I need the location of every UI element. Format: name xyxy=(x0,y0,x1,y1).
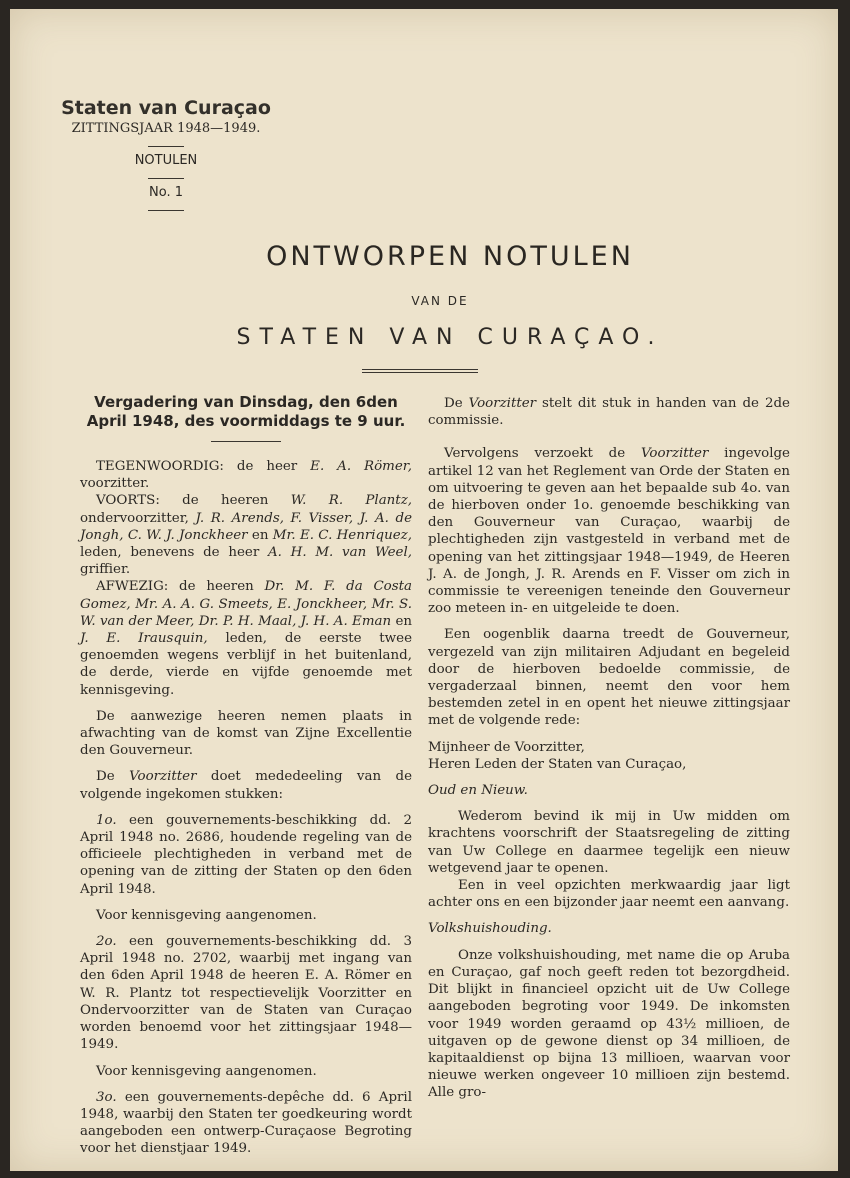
double-rule xyxy=(362,369,478,373)
paragraph: Een in veel opzichten merkwaardig jaar ligt achter ons en een bijzonder jaar neemt een aanvang. xyxy=(428,878,790,911)
text: De xyxy=(96,769,130,785)
divider xyxy=(148,210,184,211)
section-heading xyxy=(428,782,790,799)
paragraph: Voor kennisgeving aangenomen. xyxy=(96,1063,317,1079)
org-name: Staten van Curaçao xyxy=(61,97,271,119)
italic-text: Voorzitter xyxy=(129,769,197,785)
text: stelt dit stuk in handen van de 2de commissie. xyxy=(428,396,790,429)
italic-text: E. A. Römer, xyxy=(310,459,412,474)
item-text: een gouvernements-beschikking dd. 2 April 1948 no. 2686, houdende regeling van de officieele plechtigheden in verband met de opening van de zitting der Staten op den 6den April 1948. xyxy=(80,812,412,897)
text: leden, benevens de heer xyxy=(80,545,268,561)
text: doet mededeeling van de volgende ingekomen stukken: xyxy=(80,769,413,802)
paragraph xyxy=(80,768,412,802)
text: ondervoorzitter, xyxy=(80,510,196,526)
text: ingevolge artikel 12 van het Reglement van Orde der Staten en om uitvoering te geven aan het bepaalde sub 4o. van de hierboven onder 1o. genoemde beschikking van den Gouverneur van Curaçao, waarbij de plechtigheden zijn vastgesteld in verband met de opening van het zittingsjaar 1948—1949, de Heeren J. A. de Jongh, J. R. Arends en F. Visser om zich in commissie te vereenigen teneinde den Gouverneur zoo meteen in- en uitgeleide te doen. xyxy=(428,446,790,617)
list-item xyxy=(80,933,412,1053)
italic-text: Mr. E. C. Henriquez, xyxy=(272,527,412,543)
paragraph: De aanwezige heeren nemen plaats in afwachting van de komst van Zijne Excellentie den Gouverneur. xyxy=(80,708,412,759)
italic-text: J. E. Irausquin, xyxy=(80,631,208,647)
text: De xyxy=(444,396,469,411)
italic-text: Dr. M. F. da Costa Gomez, Mr. A. A. G. Smeets, E. Jonckheer, Mr. S. W. van der Meer, Dr. P. H. Maal, J. H. A. Eman xyxy=(80,579,412,629)
issue-number: No. 1 xyxy=(149,185,183,200)
text: VOORTS: de heeren xyxy=(96,493,291,509)
italic-text: Voorzitter xyxy=(468,396,537,411)
item-text: een gouvernements-beschikking dd. 3 April 1948 no. 2702, waarbij met ingang van den 6den April 1948 de heeren E. A. Römer en W. R. Plantz tot respectievelijk Voorzitter en Ondervoorzitter van de Staten van Curaçao worden benoemd voor het zittingsjaar 1948—1949. xyxy=(80,934,412,1053)
text: en xyxy=(247,527,273,543)
attendance-present xyxy=(80,458,412,492)
text: en xyxy=(391,613,412,629)
item-number: 2o. xyxy=(96,934,117,950)
item-text: een gouvernements-depêche dd. 6 April 1948, waarbij den Staten ter goedkeuring wordt aangeboden een ontwerp-Curaçaose Begroting voor het dienstjaar 1949. xyxy=(80,1089,412,1157)
page-subtitle: STATEN VAN CURAÇAO. xyxy=(236,325,664,350)
section-heading-text: Oud en Nieuw. xyxy=(428,783,528,799)
document-page xyxy=(10,9,838,1171)
salutation: Heren Leden der Staten van Curaçao, xyxy=(428,756,687,772)
text: griffier. xyxy=(80,562,131,578)
page-title: ONTWORPEN NOTULEN xyxy=(266,241,634,272)
divider xyxy=(211,441,281,442)
list-item xyxy=(80,1089,412,1158)
paragraph: Onze volkshuishouding, met name die op Aruba en Curaçao, gaf noch geeft reden tot bezorgdheid. Dit blijkt in financieel opzicht uit de Uw College aangeboden begroting voor 1949. De inkomsten voor 1949 worden geraamd op 43½ millioen, de uitgaven op de gewone dienst op 34 millioen, de kapitaaldienst op bijna 13 millioen, waarvan voor nieuwe werken ongeveer 10 millioen zijn bestemd. Alle gro- xyxy=(428,947,790,1101)
section-heading-text: Volkshuishouding. xyxy=(428,921,552,937)
item-number: 1o. xyxy=(96,812,117,828)
text: TEGENWOORDIG: de heer xyxy=(96,459,311,474)
list-item xyxy=(80,812,412,898)
text: voorzitter. xyxy=(80,476,150,492)
italic-text: Voorzitter xyxy=(640,446,709,462)
salutation: Mijnheer de Voorzitter, xyxy=(428,739,585,755)
section-heading xyxy=(428,920,790,937)
item-number: 3o. xyxy=(96,1089,117,1105)
right-column xyxy=(428,393,790,1111)
session-year: ZITTINGSJAAR 1948—1949. xyxy=(71,121,261,136)
italic-text: A. H. M. van Weel, xyxy=(267,545,412,561)
paragraph xyxy=(428,395,790,429)
italic-text: J. R. Arends, F. Visser, J. A. de Jongh, C. W. J. Jonckheer xyxy=(80,510,413,543)
title-connector: VAN DE xyxy=(411,294,469,308)
divider xyxy=(148,178,184,179)
attendance-absent xyxy=(80,578,412,698)
paragraph: Voor kennisgeving aangenomen. xyxy=(96,907,317,923)
attendance-also xyxy=(80,492,412,578)
text: leden, de eerste twee genoemden wegens verblijf in het buitenland, de derde, vierde en vijfde genoemde met kennisgeving. xyxy=(80,631,412,698)
header-block xyxy=(56,97,276,217)
notulen-label: NOTULEN xyxy=(134,153,198,168)
left-column xyxy=(80,393,412,1167)
italic-text: W. R. Plantz, xyxy=(290,493,413,509)
paragraph xyxy=(428,445,790,617)
meeting-heading: Vergadering van Dinsdag, den 6den April 1948, des voormiddags te 9 uur. xyxy=(86,393,406,430)
divider xyxy=(148,146,184,147)
text: Vervolgens verzoekt de xyxy=(444,446,641,462)
paragraph: Een oogenblik daarna treedt de Gouverneur, vergezeld van zijn militairen Adjudant en begeleid door de hierboven bedoelde commissie, de vergaderzaal binnen, neemt den voor hem bestemden zetel in en opent het nieuwe zittingsjaar met de volgende rede: xyxy=(428,627,790,729)
text: AFWEZIG: de heeren xyxy=(96,579,265,595)
paragraph: Wederom bevind ik mij in Uw midden om krachtens voorschrift der Staatsregeling de zitting van Uw College en daarmee tegelijk een nieuw wetgevend jaar te openen. xyxy=(428,809,790,876)
